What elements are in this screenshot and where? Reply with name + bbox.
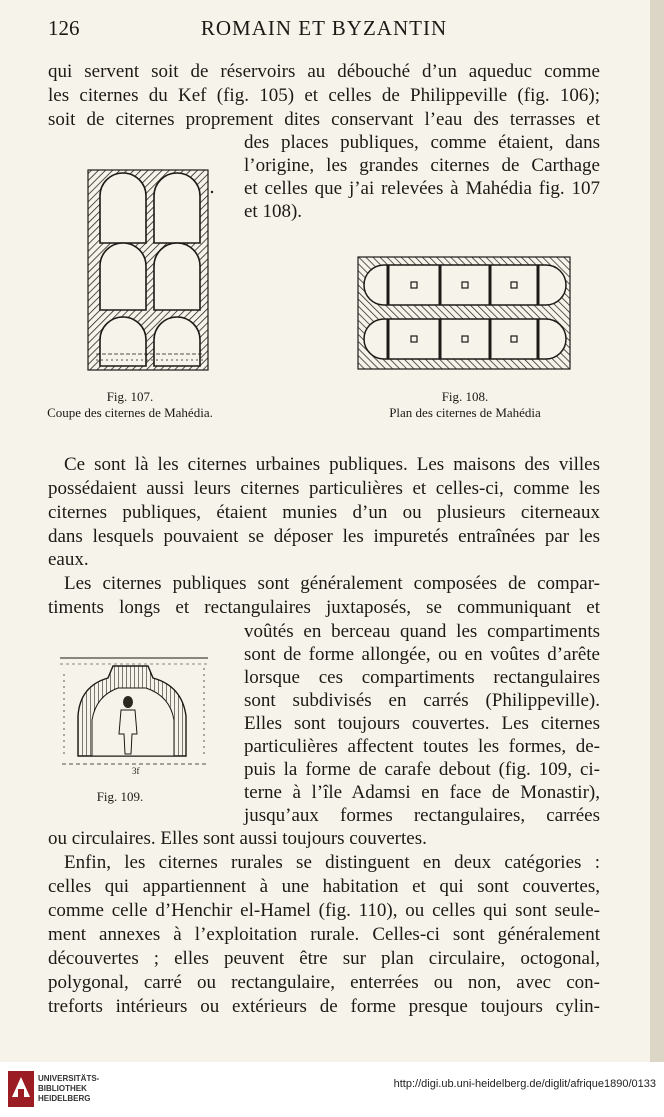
text-line: terne à l’île Adamsi en face de Monastir), — [244, 782, 600, 803]
text-line: jusqu’aux formes rectangulaires, carrées — [244, 805, 600, 826]
figure-caption: Coupe des citernes de Mahédia. — [47, 405, 213, 420]
text-line: citernes publiques, étaient munies d’un ou plusieurs citerneaux — [48, 502, 600, 523]
text-line: timents longs et rectangulaires juxtaposés, se communiquant et — [48, 597, 600, 618]
text-line: celles qui appartiennent à une habitation et qui sont couvertes, — [48, 876, 600, 897]
text-line: Enfin, les citernes rurales se distinguent en deux catégories : — [64, 852, 600, 873]
text-line: treforts intérieurs ou extérieurs de forme presque toujours cylin- — [48, 996, 600, 1017]
text-line: découvertes ; elles peuvent être sur plan circulaire, octogonal, — [48, 948, 600, 969]
source-url-link[interactable]: http://digi.ub.uni-heidelberg.de/diglit/afrique1890/0133 — [393, 1078, 656, 1090]
cistern-plan-figure — [356, 255, 574, 373]
figure-number: Fig. 109. — [96, 789, 144, 804]
running-title: ROMAIN ET BYZANTIN — [200, 16, 448, 40]
library-name: UNIVERSITÄTS- BIBLIOTHEK HEIDELBERG — [38, 1074, 100, 1103]
text-line: l’origine, les grandes citernes de Carthage — [244, 155, 600, 176]
page-edge — [650, 0, 664, 1062]
text-line: ou circulaires. Elles sont aussi toujours couvertes. — [48, 828, 427, 849]
text-line: les citernes du Kef (fig. 105) et celles de Philippeville (fig. 106); — [48, 85, 600, 106]
text-line: comme celle d’Henchir el-Hamel (fig. 110), ou celles qui sont seule- — [48, 900, 600, 921]
text-line: des places publiques, comme étaient, dans — [244, 132, 600, 153]
figure-caption: Plan des citernes de Mahédia — [389, 405, 541, 420]
figure-number: Fig. 107. — [106, 389, 154, 404]
text-line: eaux. — [48, 549, 89, 570]
text-line: possédaient aussi leurs citernes particulières et celles-ci, comme les — [48, 478, 600, 499]
text-line: Ce sont là les citernes urbaines publiques. Les maisons des villes — [64, 454, 600, 475]
figure-number: Fig. 108. — [441, 389, 489, 404]
text-line: ment annexes à l’exploitation rurale. Celles-ci sont généralement — [48, 924, 600, 945]
text-line: particulières affectent toutes les formes, de- — [244, 736, 600, 757]
text-line: polygonal, carré ou rectangulaire, enterrées ou non, avec con- — [48, 972, 600, 993]
text-line: et celles que j’ai relevées à Mahédia fig. 107 — [244, 178, 600, 199]
text-line: et 108). — [244, 201, 303, 222]
library-logo-icon — [8, 1071, 34, 1107]
scale-label: 3f — [132, 766, 140, 776]
text-line: puis la forme de carafe debout (fig. 109, ci- — [244, 759, 600, 780]
running-header — [48, 16, 600, 44]
digitization-footer — [0, 1062, 664, 1117]
text-line: voûtés en berceau quand les compartiments — [244, 621, 600, 642]
text-line: sont subdivisés en carrés (Philippeville). — [244, 690, 600, 711]
page-number: 126 — [48, 16, 80, 40]
text-line: lorsque ces compartiments rectangulaires — [244, 667, 600, 688]
text-line: soit de citernes proprement dites conservant l’eau des terrasses et — [48, 109, 600, 130]
text-line: qui servent soit de réservoirs au débouché d’un aqueduc comme — [48, 61, 600, 82]
text-line: Elles sont toujours couvertes. Les citernes — [244, 713, 600, 734]
text-line: dans lesquels pouvaient se déposer les impuretés entraînées par les — [48, 526, 600, 547]
bottle-cistern-figure — [58, 646, 218, 778]
text-line: Les citernes publiques sont généralement composées de compar- — [64, 573, 600, 594]
cistern-section-figure — [86, 168, 216, 374]
text-line: sont de forme allongée, ou en voûtes d’arête — [244, 644, 600, 665]
